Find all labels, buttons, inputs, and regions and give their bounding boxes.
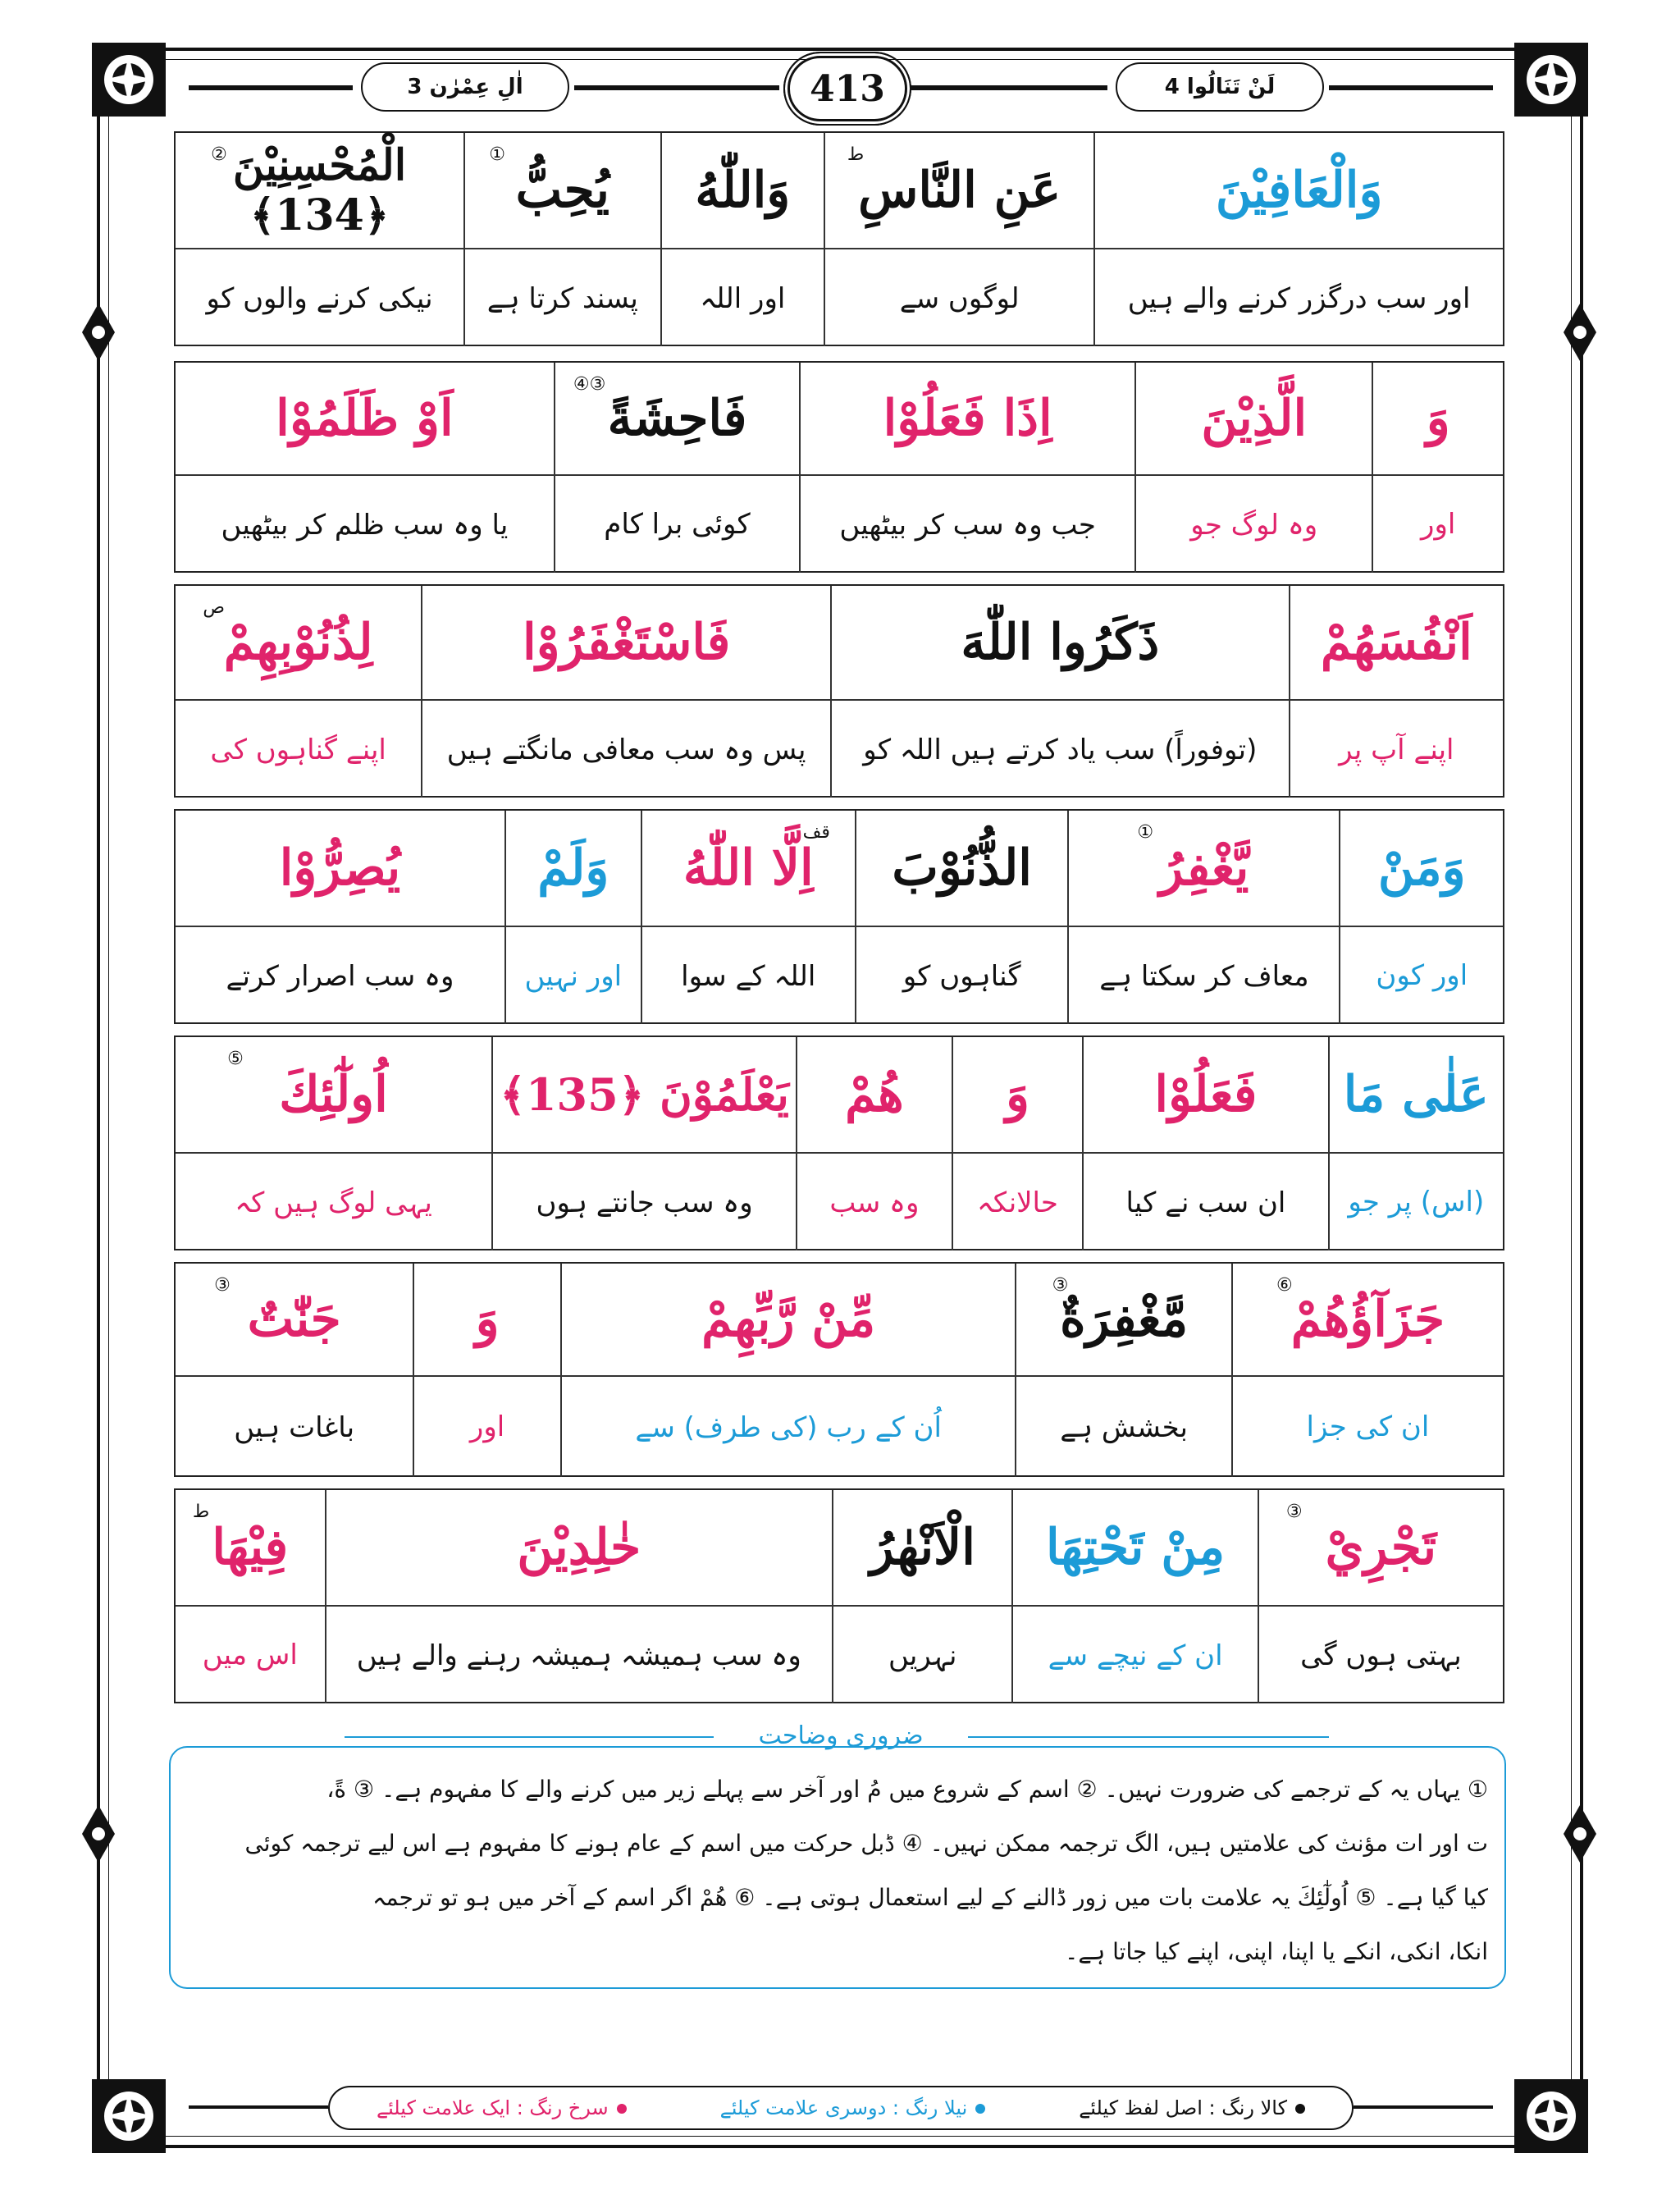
urdu-translation: نہریں [832,1607,1011,1703]
arabic-word: الْمُحْسِنِيْنَ ﴿134﴾ ② [176,133,463,248]
arabic-row [176,1264,1503,1375]
urdu-row [176,927,1503,1024]
urdu-translation: ان کے نیچے سے [1011,1607,1257,1703]
urdu-translation: بخشش ہے [1015,1377,1230,1477]
arabic-word: اَوْ ظَلَمُوْا [276,390,454,447]
verse-block-7 [174,1488,1504,1703]
arabic-word: فَعَلُوْا [1082,1037,1327,1152]
header-rule [189,85,353,90]
verse-block-1 [174,131,1504,346]
urdu-translation: پس وہ سب معافی مانگتے ہیں [421,701,830,798]
urdu-translation: اور کون [1339,927,1503,1024]
note-mark: ① [489,144,505,165]
arabic-word: الَّذِيْنَ [1134,363,1372,474]
arabic-word: اِلَّا اللّٰهُ قف [641,811,855,926]
urdu-translation: وہ سب ہمیشہ ہمیشہ رہنے والے ہیں [325,1607,832,1703]
arabic-row [176,1490,1503,1605]
urdu-translation: لوگوں سے [824,249,1093,346]
urdu-translation: اور اللہ [660,249,824,346]
arabic-word: مَّغْفِرَةٌ ③ [1015,1264,1230,1375]
waqf-mark: قف [802,822,830,843]
legend-item-black: کالا رنگ : اصل لفظ کیلئے [1079,2096,1305,2119]
note-mark: ③④ [573,374,606,395]
note-mark: ③ [1285,1502,1303,1522]
page-number: 413 [788,56,907,121]
side-ornament-icon [1564,304,1596,361]
arabic-word: اَنْفُسَهُمْ [1289,586,1503,699]
arabic-word: وَ [1372,363,1503,474]
urdu-translation: اپنے آپ پر [1289,701,1503,798]
arabic-word: يَعْلَمُوْنَ ﴿135﴾ [491,1037,796,1152]
note-line: کیا گیا ہے۔ ⑤ اُولٰٓئِكَ یہ علامت بات میں زور ڈالنے کے لیے استعمال ہوتی ہے۔ ⑥ هُمْ اگر اسم کے آخر میں ہو تو ترجمہ [372,1884,1488,1911]
color-legend [328,2086,1354,2130]
corner-ornament-icon [1514,2079,1588,2153]
waqf-mark: ص [203,597,225,618]
urdu-translation: وہ لوگ جو [1134,476,1372,573]
urdu-translation: اور سب درگزر کرنے والے ہیں [1093,249,1503,346]
urdu-translation: گناہوں کو [855,927,1067,1024]
urdu-row [176,1154,1503,1250]
verse-block-5 [174,1035,1504,1250]
urdu-translation: (اس) پر جو [1328,1154,1503,1250]
arabic-word: الْاَنْهٰرُ [832,1490,1011,1605]
arabic-word: ذَكَرُوا اللّٰهَ [830,586,1289,699]
urdu-translation: وہ سب جانتے ہوں [491,1154,796,1250]
note-line: انکا، انکی، انکے یا اپنا، اپنی، اپنے کیا جاتا ہے۔ [1065,1938,1488,1965]
legend-rule [189,2105,328,2109]
urdu-translation: وہ سب اصرار کرتے [226,959,454,993]
waqf-mark: ط [847,144,865,165]
urdu-translation: بہتی ہوں گی [1258,1607,1503,1703]
note-line: ① یہاں یہ کے ترجمے کی ضرورت نہیں۔ ② اسم کے شروع میں مُ اور آخر سے پہلے زیر میں کرنے والے کا مفہوم ہے۔ ③ ةً، [326,1776,1488,1803]
side-ornament-icon [82,1805,115,1863]
urdu-translation: اللہ کے سوا [641,927,855,1024]
urdu-translation: وہ سب [796,1154,952,1250]
arabic-word: اُولٰٓئِكَ ⑤ [176,1037,491,1152]
arabic-row [176,1037,1503,1152]
urdu-translation: اپنے گناہوں کی [210,733,386,766]
bullet-icon [617,2104,627,2114]
arabic-word: جَنّٰتٌ ③ [176,1264,413,1375]
urdu-row [176,476,1503,573]
urdu-row [176,701,1503,798]
corner-ornament-icon [92,2079,166,2153]
urdu-translation: کوئی برا کام [554,476,799,573]
header-rule [1329,85,1493,90]
urdu-translation: نیکی کرنے والوں کو [206,281,433,315]
urdu-translation: اور [413,1377,560,1477]
bullet-icon [975,2104,985,2114]
note-mark: ② [211,144,227,165]
note-mark: ③ [214,1275,231,1296]
verse-block-2 [174,361,1504,573]
urdu-translation: یہی لوگ ہیں کہ [235,1186,432,1219]
urdu-translation: باغات ہیں [234,1410,355,1444]
arabic-row [176,133,1503,248]
arabic-word: فِيْهَا ط [176,1490,325,1605]
verse-block-3 [174,584,1504,798]
arabic-word: وَالْعَافِيْنَ [1093,133,1503,248]
arabic-word: يَّغْفِرُ ① [1067,811,1339,926]
arabic-word: اِذَا فَعَلُوْا [799,363,1134,474]
header-rule [574,85,779,90]
note-line: ت اور ات مؤنث کی علامتیں ہیں، الگ ترجمہ ممکن نہیں۔ ④ ڈبل حرکت میں اسم کے عام ہونے کا مفہوم ہے اس لیے ترجمہ کوئی [244,1830,1488,1857]
arabic-word: وَاللّٰهُ [660,133,824,248]
urdu-translation: پسند کرتا ہے [463,249,660,346]
arabic-word: فَاحِشَةً ③④ [554,363,799,474]
note-mark: ③ [1052,1275,1069,1296]
notes-title: ضروری وضاحت [758,1721,924,1750]
juz-name: لَنْ تَنَالُوا 4 [1116,62,1324,112]
urdu-translation: جب وہ سب کر بیٹھیں [799,476,1134,573]
urdu-translation: یا وہ سب ظلم کر بیٹھیں [221,508,509,542]
arabic-word: وَ [952,1037,1083,1152]
note-mark: ⑤ [227,1049,244,1069]
legend-rule [1354,2105,1493,2109]
arabic-word: وَلَمْ [504,811,641,926]
arabic-word: يُصِرُّوْا [279,839,401,897]
note-mark: ⑥ [1276,1275,1293,1296]
arabic-word: وَمَنْ [1339,811,1503,926]
note-title-rule [968,1736,1329,1738]
side-ornament-icon [1564,1805,1596,1863]
arabic-row [176,811,1503,926]
verse-block-4 [174,809,1504,1024]
note-mark: ① [1137,822,1154,843]
urdu-row [176,249,1503,346]
urdu-translation: (توفوراً) سب یاد کرتے ہیں اللہ کو [830,701,1289,798]
bullet-icon [1295,2104,1305,2114]
arabic-word: خٰلِدِيْنَ [325,1490,832,1605]
arabic-row [176,363,1503,474]
urdu-translation: ان سب نے کیا [1082,1154,1327,1250]
arabic-word: عَلٰى مَا [1328,1037,1503,1152]
urdu-row [176,1607,1503,1703]
urdu-translation: ان کی جزا [1231,1377,1503,1477]
urdu-translation: اور نہیں [504,927,641,1024]
urdu-translation: اس میں [202,1639,298,1671]
arabic-word: يُحِبُّ ① [463,133,660,248]
arabic-word: جَزَآؤُهُمْ ⑥ [1231,1264,1503,1375]
urdu-translation: اور [1372,476,1503,573]
note-title-rule [345,1736,714,1738]
arabic-word: مِنْ تَحْتِهَا [1011,1490,1257,1605]
surah-name: اٰلِ عِمْرٰن 3 [361,62,569,112]
arabic-word: الذُّنُوْبَ [855,811,1067,926]
arabic-word: عَنِ النَّاسِ ط [824,133,1093,248]
arabic-word: فَاسْتَغْفَرُوْا [421,586,830,699]
legend-item-red: سرخ رنگ : ایک علامت کیلئے [377,2096,627,2119]
waqf-mark: ط [192,1502,210,1522]
urdu-translation: حالانکہ [952,1154,1083,1250]
arabic-word: لِذُنُوْبِهِمْ ص [203,597,373,671]
legend-item-blue: نیلا رنگ : دوسری علامت کیلئے [720,2096,986,2119]
header-rule [911,85,1107,90]
side-ornament-icon [82,304,115,361]
verse-block-6 [174,1262,1504,1477]
arabic-word: تَجْرِيْ ③ [1258,1490,1503,1605]
notes-box [169,1746,1506,1989]
arabic-word: وَ [413,1264,560,1375]
page-header [0,49,1680,123]
arabic-row [176,586,1503,699]
urdu-row [176,1377,1503,1477]
urdu-translation: معاف کر سکتا ہے [1067,927,1339,1024]
arabic-word: مِّنْ رَّبِّهِمْ [560,1264,1016,1375]
arabic-word: هُمْ [796,1037,952,1152]
urdu-translation: اُن کے رب (کی طرف) سے [560,1377,1016,1477]
